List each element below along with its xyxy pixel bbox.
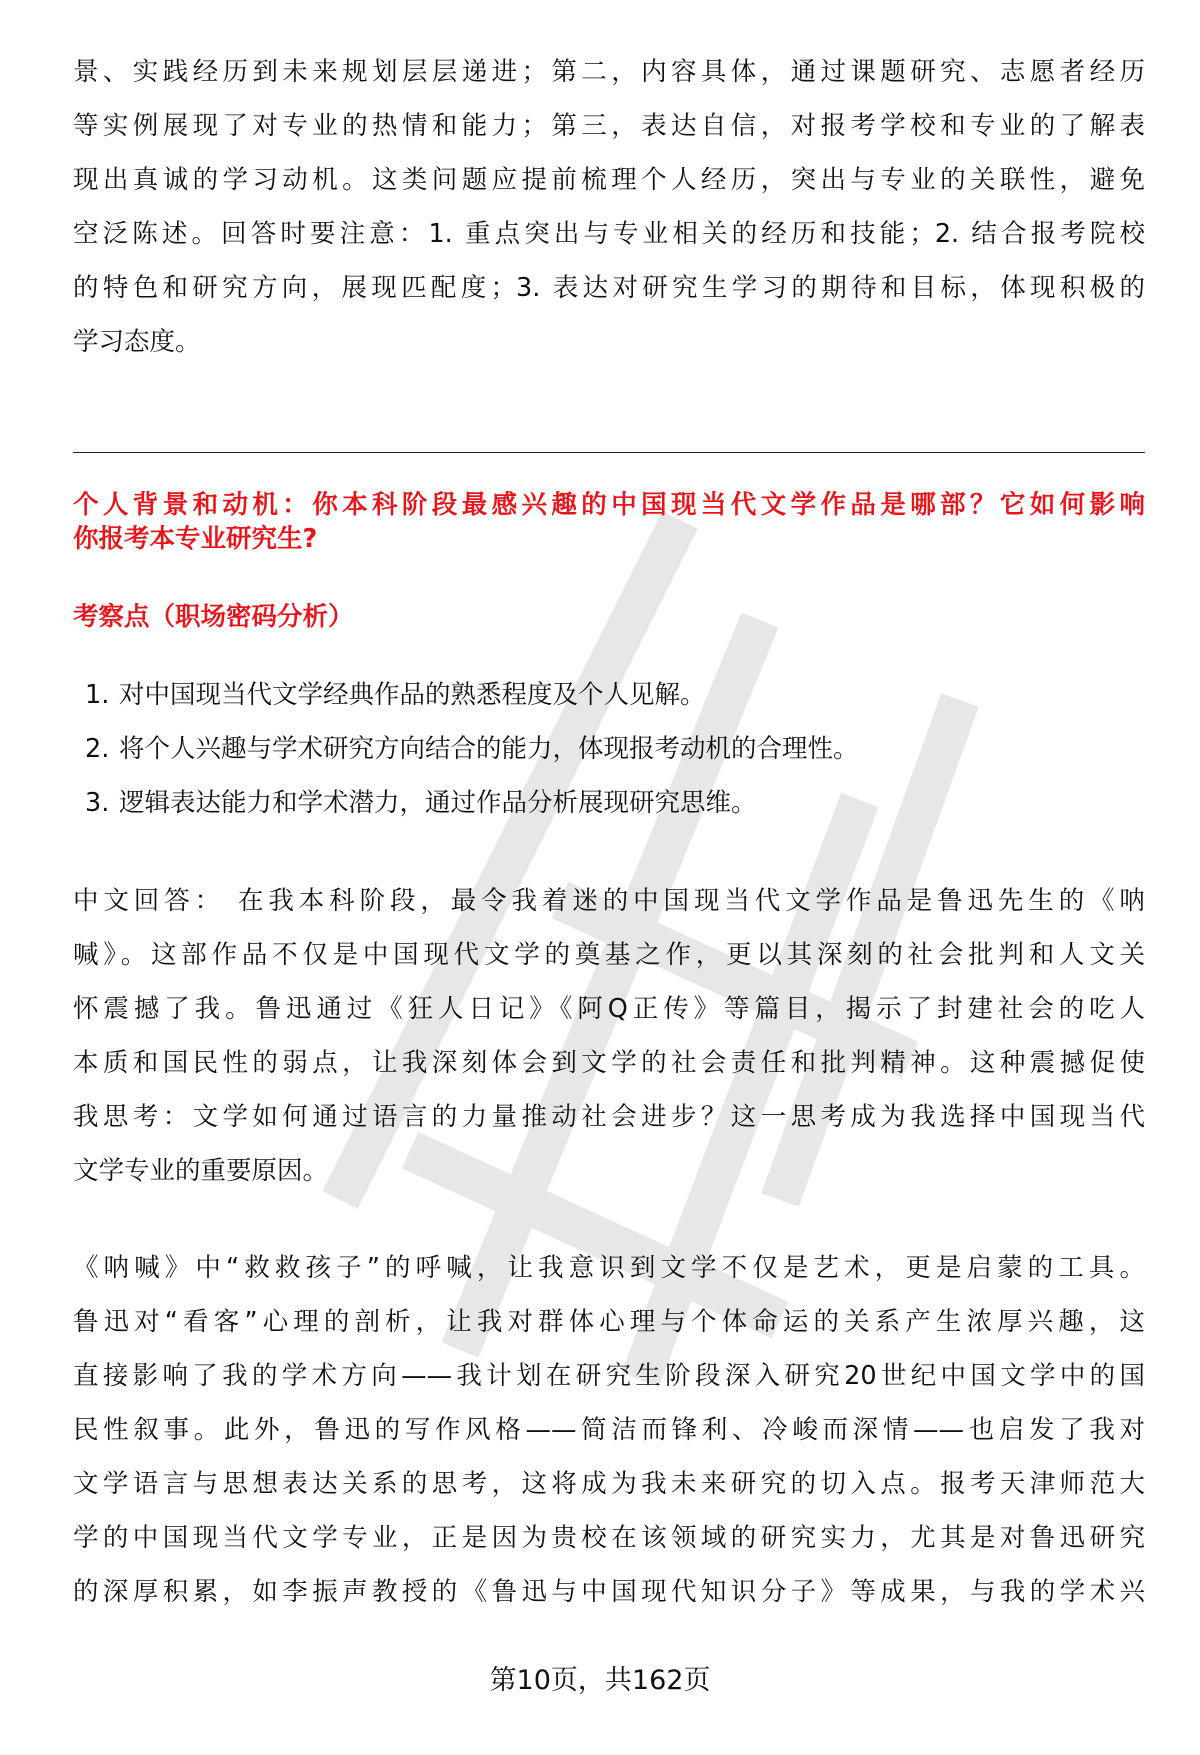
text-line: 现出真诚的学习动机。这类问题应提前梳理个人经历，突出与专业的关联性，避免 [73, 165, 1145, 195]
text-line: 中文回答： 在我本科阶段，最令我着迷的中国现当代文学作品是鲁迅先生的《呐 [73, 886, 1145, 916]
points-heading: 考察点（职场密码分析） [73, 602, 354, 632]
text-line: 本质和国民性的弱点，让我深刻体会到文学的社会责任和批判精神。这种震撼促使 [73, 1048, 1145, 1078]
text-line: 景、实践经历到未来规划层层递进；第二，内容具体，通过课题研究、志愿者经历 [73, 57, 1145, 87]
heading-line: 你报考本专业研究生? [73, 524, 318, 554]
text-line: 的特色和研究方向，展现匹配度；3. 表达对研究生学习的期待和目标，体现积极的 [73, 273, 1145, 303]
text-line: 学习态度。 [73, 327, 201, 357]
intro-paragraph [73, 45, 1145, 369]
text-line: 喊》。这部作品不仅是中国现代文学的奠基之作，更以其深刻的社会批判和人文关 [73, 940, 1145, 970]
section-divider [73, 452, 1145, 453]
heading-line: 个人背景和动机：你本科阶段最感兴趣的中国现当代文学作品是哪部？它如何影响 [73, 490, 1145, 520]
text-line: 《呐喊》中“救救孩子”的呼喊，让我意识到文学不仅是艺术，更是启蒙的工具。 [73, 1253, 1145, 1283]
text-line: 鲁迅对“看客”心理的剖析，让我对群体心理与个体命运的关系产生浓厚兴趣，这 [73, 1307, 1145, 1337]
page-number: 第10页，共162页 [489, 1665, 711, 1696]
list-item: 2. 将个人兴趣与学术研究方向结合的能力，体现报考动机的合理性。 [85, 734, 859, 764]
answer-paragraph-2 [73, 1241, 1145, 1619]
text-line: 文学语言与思想表达关系的思考，这将成为我未来研究的切入点。报考天津师范大 [73, 1469, 1145, 1499]
text-line: 我思考：文学如何通过语言的力量推动社会进步？这一思考成为我选择中国现当代 [73, 1102, 1145, 1132]
text-line: 的深厚积累，如李振声教授的《鲁迅与中国现代知识分子》等成果，与我的学术兴 [73, 1577, 1145, 1607]
text-line: 民性叙事。此外，鲁迅的写作风格——简洁而锋利、冷峻而深情——也启发了我对 [73, 1415, 1145, 1445]
text-line: 怀震撼了我。鲁迅通过《狂人日记》《阿Q正传》等篇目，揭示了封建社会的吃人 [73, 994, 1145, 1024]
text-line: 直接影响了我的学术方向——我计划在研究生阶段深入研究20世纪中国文学中的国 [73, 1361, 1145, 1391]
list-item: 1. 对中国现当代文学经典作品的熟悉程度及个人见解。 [85, 680, 706, 710]
question-heading [73, 488, 1145, 556]
text-line: 空泛陈述。回答时要注意：1. 重点突出与专业相关的经历和技能；2. 结合报考院校 [73, 219, 1145, 249]
text-line: 等实例展现了对专业的热情和能力；第三，表达自信，对报考学校和专业的了解表 [73, 111, 1145, 141]
text-line: 学的中国现当代文学专业，正是因为贵校在该领域的研究实力，尤其是对鲁迅研究 [73, 1523, 1145, 1553]
answer-paragraph-1 [73, 874, 1145, 1198]
text-line: 文学专业的重要原因。 [73, 1156, 329, 1186]
points-list [73, 668, 1145, 830]
list-item: 3. 逻辑表达能力和学术潜力，通过作品分析展现研究思维。 [85, 788, 757, 818]
